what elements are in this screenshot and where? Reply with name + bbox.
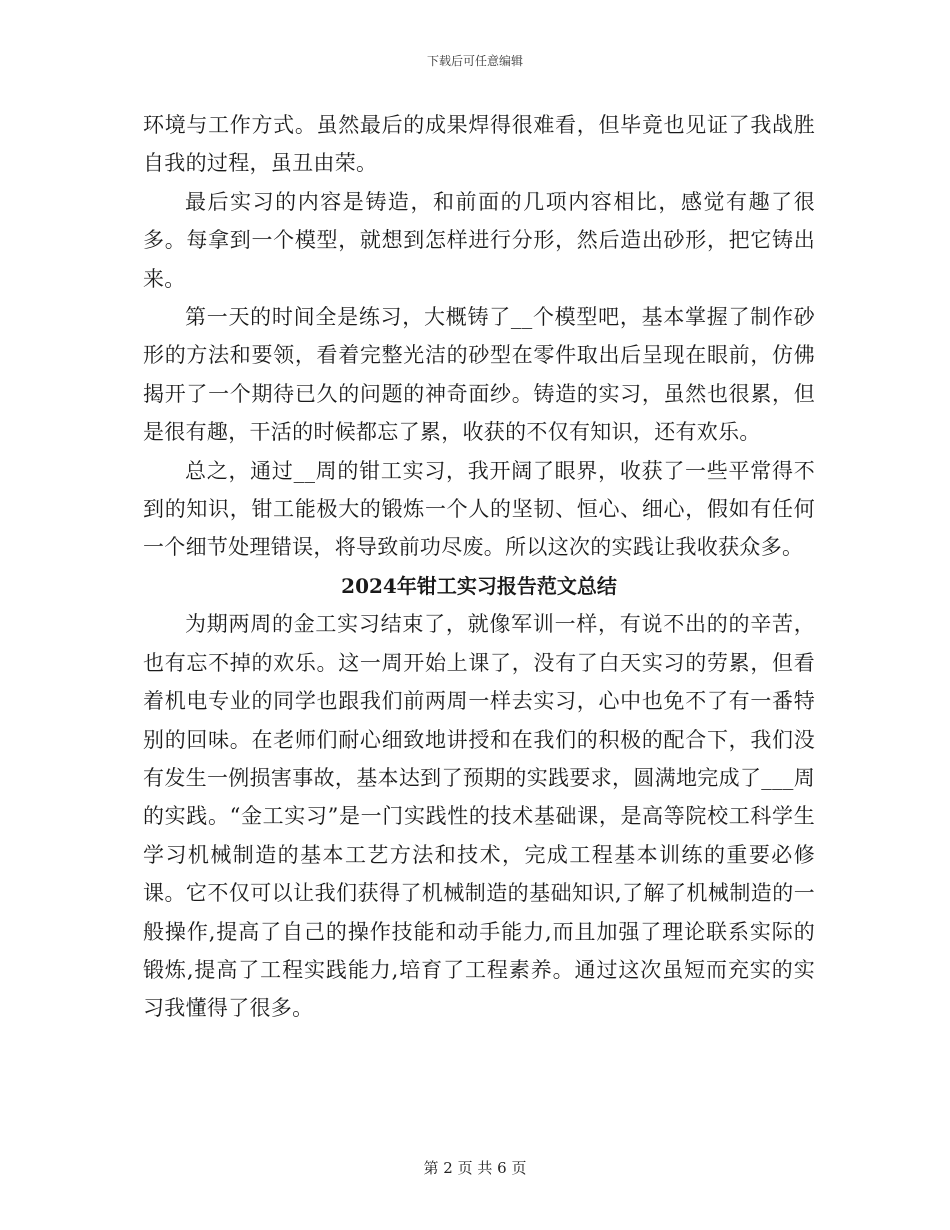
document-body (143, 106, 815, 1028)
page-header: 下载后可任意编辑 (426, 54, 523, 68)
page-footer: 第 2 页 共 6 页 (423, 1159, 527, 1177)
paragraph-4: 总之，通过__周的钳工实习，我开阔了眼界，收获了一些平常得不到的知识，钳工能极大的锻炼一个人的坚韧、恒心、细心，假如有任何一个细节处理错误，将导致前功尽废。所以这次的实践让我收获众多。 (143, 458, 815, 560)
paragraph-3: 第一天的时间全是练习，大概铸了__个模型吧，基本掌握了制作砂形的方法和要领，看着完整光洁的砂型在零件取出后呈现在眼前，仿佛揭开了一个期待已久的问题的神奇面纱。铸造的实习，虽然也很累，但是很有趣，干活的时候都忘了累，收获的不仅有知识，还有欢乐。 (143, 305, 815, 445)
paragraph-5: 为期两周的金工实习结束了，就像军训一样，有说不出的的辛苦，也有忘不掉的欢乐。这一周开始上课了，没有了白天实习的劳累，但看着机电专业的同学也跟我们前两周一样去实习，心中也免不了有一番特别的回味。在老师们耐心细致地讲授和在我们的积极的配合下，我们没有发生一例损害事故，基本达到了预期的实践要求，圆满地完成了___周的实践。“金工实习”是一门实践性的技术基础课，是高等院校工科学生学习机械制造的基本工艺方法和技术，完成工程基本训练的重要必修课。它不仅可以让我们获得了机械制造的基础知识,了解了机械制造的一般操作,提高了自己的操作技能和动手能力,而且加强了理论联系实际的锻炼,提高了工程实践能力,培育了工程素养。通过这次虽短而充实的实习我懂得了很多。 (143, 612, 815, 1021)
paragraph-1: 环境与工作方式。虽然最后的成果焊得很难看，但毕竟也见证了我战胜自我的过程，虽丑由荣。 (143, 113, 815, 176)
section-heading: 2024年钳工实习报告范文总结 (341, 573, 617, 598)
paragraph-2: 最后实习的内容是铸造，和前面的几项内容相比，感觉有趣了很多。每拿到一个模型，就想到怎样进行分形，然后造出砂形，把它铸出来。 (143, 189, 815, 291)
